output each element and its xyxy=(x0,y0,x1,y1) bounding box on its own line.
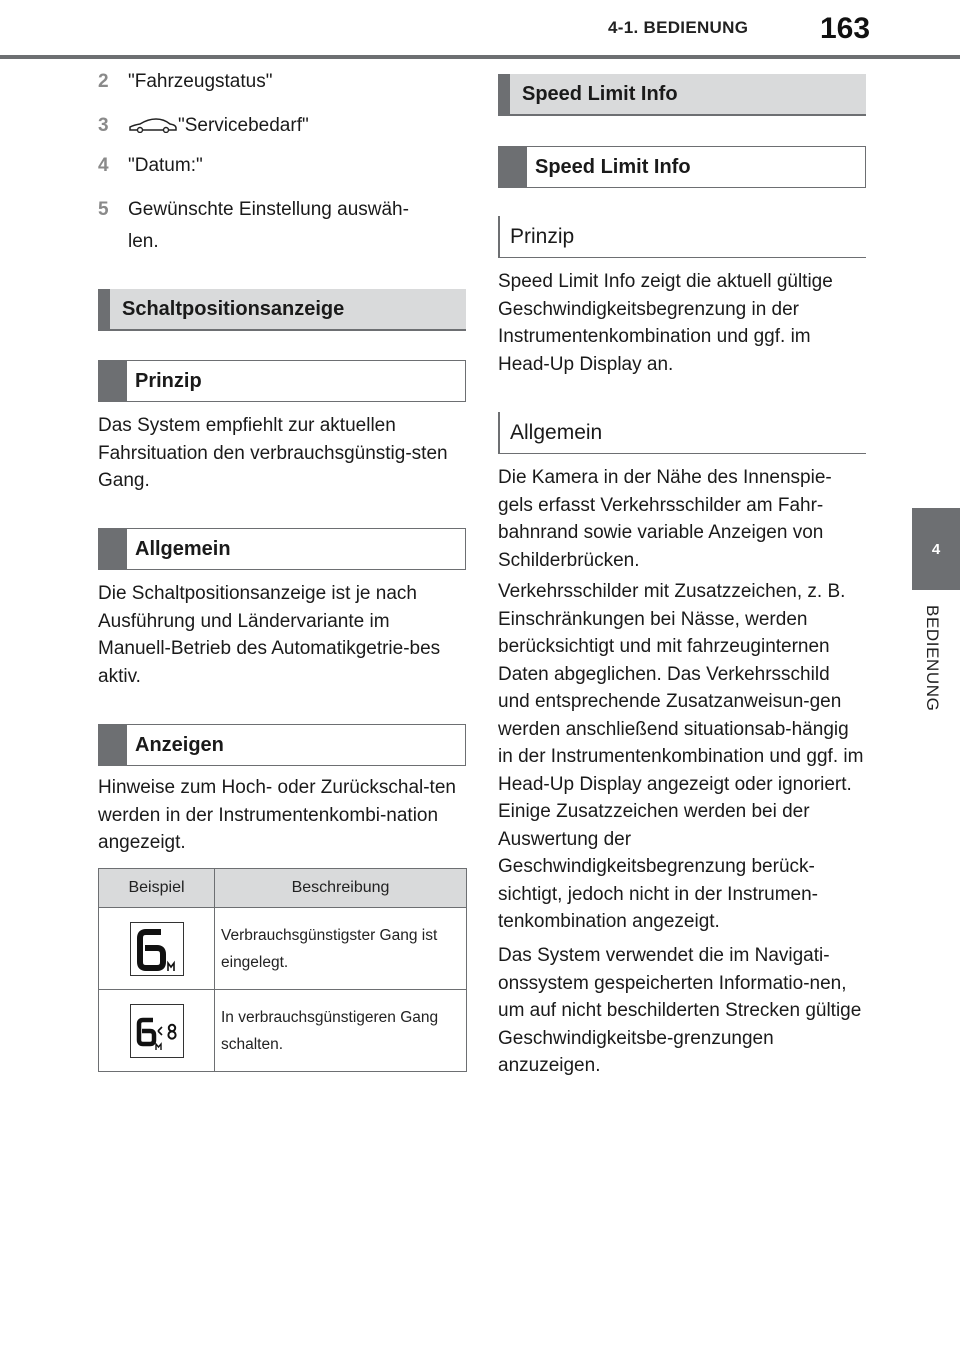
paragraph: Speed Limit Info zeigt die aktuell gültige Geschwindigkeitsbegrenzung in der Instrumentenkombination und ggf. im Head-Up Display an. xyxy=(498,271,833,375)
subheading-prinzip xyxy=(98,360,466,402)
step-text: Gewünschte Einstellung auswäh-len. xyxy=(128,199,409,252)
paragraph: Das System verwendet die im Navigati-onssystem gespeicherten Informatio-nen, um auf nicht beschilderten Strecken gültige Geschwindigkeitsbe-grenzungen anzuzeigen. xyxy=(498,945,862,1076)
step-item xyxy=(98,112,448,140)
step-number: 2 xyxy=(98,71,109,92)
car-icon xyxy=(128,117,178,133)
paragraph: Die Schaltpositionsanzeige ist je nach Ausführung und Ländervariante im Manuell-Betrieb des Automatikgetrie-bes aktiv. xyxy=(98,583,441,687)
gear-display-table xyxy=(98,868,467,1072)
chapter-tab[interactable] xyxy=(912,508,960,590)
paragraph: Hinweise zum Hoch- oder Zurückschal-ten werden in der Instrumentenkombi-nation angezeigt. xyxy=(98,777,456,853)
subheading-prinzip xyxy=(498,216,866,258)
heading-text: Speed Limit Info xyxy=(535,155,691,178)
heading-text: Speed Limit Info xyxy=(522,82,678,105)
step-item xyxy=(98,68,448,96)
subheading-allgemein xyxy=(98,528,466,570)
subheading-speed-limit-info xyxy=(498,146,866,188)
gear-6-to-8-icon xyxy=(130,1004,184,1058)
chapter-number: 4 xyxy=(931,540,941,558)
heading-text: Allgemein xyxy=(510,420,603,444)
paragraph: Die Kamera in der Nähe des Innenspie-gels erfasst Verkehrsschilder am Fahr-bahnrand sowie variable Anzeigen von Schilderbrücken. xyxy=(498,467,832,571)
step-number: 3 xyxy=(98,115,109,136)
table-row xyxy=(99,990,467,1072)
section-title: 4-1. BEDIENUNG xyxy=(608,18,749,37)
heading-text: Schaltpositionsanzeige xyxy=(122,297,345,320)
table-cell-description: Verbrauchsgünstigster Gang ist eingelegt. xyxy=(215,908,467,990)
step-text: "Datum:" xyxy=(128,155,203,176)
heading-text: Prinzip xyxy=(510,224,575,248)
step-number: 4 xyxy=(98,155,109,176)
gear-6-manual-icon xyxy=(130,922,184,976)
section-heading xyxy=(98,289,466,331)
step-item xyxy=(98,194,438,258)
heading-text: Anzeigen xyxy=(135,733,224,756)
header-rule xyxy=(0,55,960,59)
table-cell-description: In verbrauchsgünstigeren Gang schalten. xyxy=(215,990,467,1072)
step-text: "Fahrzeugstatus" xyxy=(128,71,273,92)
subheading-allgemein xyxy=(498,412,866,454)
step-item xyxy=(98,152,448,180)
step-number: 5 xyxy=(98,199,109,220)
paragraph: Das System empfiehlt zur aktuellen Fahrsituation den verbrauchsgünstig-sten Gang. xyxy=(98,415,448,491)
section-heading xyxy=(498,74,866,116)
subheading-anzeigen xyxy=(98,724,466,766)
table-header: Beschreibung xyxy=(215,869,467,908)
paragraph: Verkehrsschilder mit Zusatzzeichen, z. B. Einschränkungen bei Nässe, werden berücksichtigt und mit fahrzeuginternen Daten abgeglichen. Das Verkehrsschild und entsprechende Zusatzanweisun-gen werden anschließend situationsab-hängig in der Instrumentenkombination und ggf. im Head-Up Display angezeigt oder ignoriert. Einige Zusatzzeichen werden bei der Auswertung der Geschwindigkeitsbegrenzung berück-sichtigt, jedoch nicht in der Instrumen-tenkombination angezeigt. xyxy=(498,581,864,932)
chapter-label: BEDIENUNG xyxy=(923,605,942,712)
page-number: 163 xyxy=(820,12,871,45)
step-text: "Servicebedarf" xyxy=(178,115,309,136)
table-header: Beispiel xyxy=(99,869,215,908)
heading-text: Allgemein xyxy=(135,537,231,560)
table-row xyxy=(99,908,467,990)
heading-text: Prinzip xyxy=(135,369,202,392)
